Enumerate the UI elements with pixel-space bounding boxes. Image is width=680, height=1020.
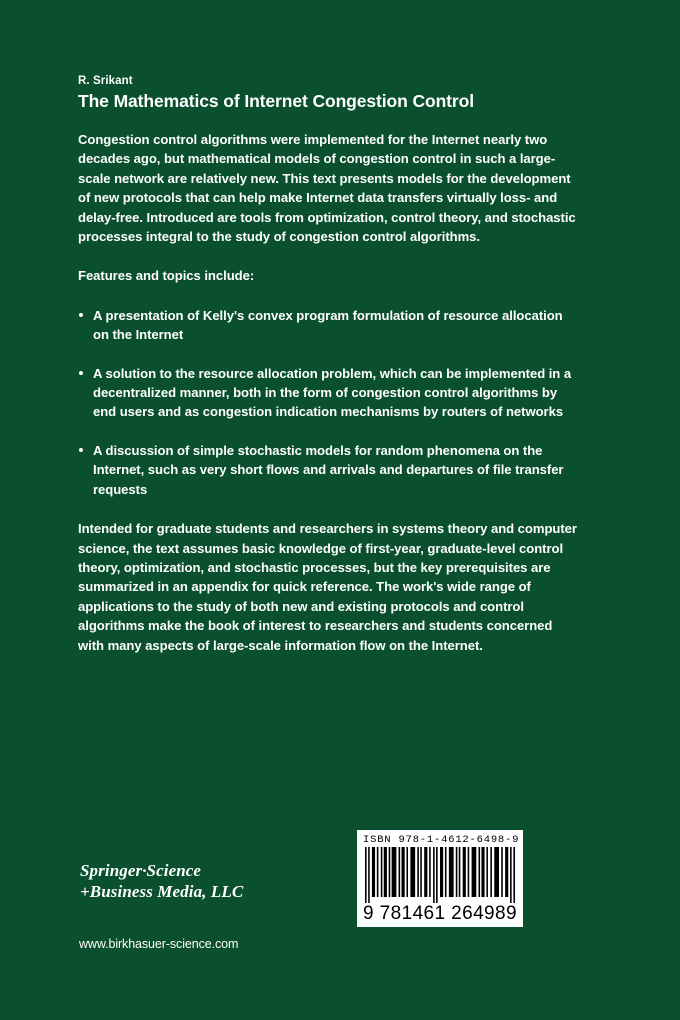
- bullet-dot-icon: [79, 371, 83, 375]
- features-heading: Features and topics include:: [78, 268, 255, 284]
- bullet-dot-icon: [79, 313, 83, 317]
- description-paragraph-2: Intended for graduate students and researchers in systems theory and computer science, the text assumes basic knowledge of first-year, graduate-level control theory, optimization, and stochastic processes, but the key prerequisites are summarized in an appendix for quick reference. The work's wide range of applications to the study of both new and existing protocols and control algorithms make the book of interest to researchers and students concerned with many aspects of large-scale information flow on the Internet.: [78, 521, 577, 653]
- publisher-logo: [80, 860, 243, 902]
- list-item-text: A discussion of simple stochastic models for random phenomena on the Internet, such as very short flows and arrivals and departures of file transfer requests: [93, 442, 564, 497]
- list-item: [78, 441, 580, 499]
- barcode-digits: 9 781461 264989: [363, 903, 517, 924]
- list-item: [78, 306, 580, 345]
- list-item: [78, 364, 580, 422]
- list-item-text: A solution to the resource allocation problem, which can be implemented in a decentralized manner, both in the form of congestion control algorithms by end users and as congestion indication mechanisms by routers of networks: [93, 365, 572, 420]
- author-name: R. Srikant: [78, 75, 133, 87]
- isbn-label: ISBN 978-1-4612-6498-9: [363, 834, 520, 846]
- publisher-website[interactable]: www.birkhasuer-science.com: [79, 937, 239, 951]
- book-title: The Mathematics of Internet Congestion Control: [78, 91, 474, 111]
- cover-text-block: [78, 74, 580, 655]
- list-item-text: A presentation of Kelly's convex program formulation of resource allocation on the Internet: [93, 307, 563, 343]
- description-paragraph-1: Congestion control algorithms were implemented for the Internet nearly two decades ago, but mathematical models of congestion control in such a large-scale network are relatively new. This text presents models for the development of new protocols that can help make Internet data transfers virtually loss- and delay-free. Introduced are tools from optimization, control theory, and stochastic processes integral to the study of congestion control algorithms.: [78, 132, 576, 245]
- features-list: [78, 306, 580, 499]
- publisher-name-line-2: +Business Media, LLC: [80, 882, 244, 901]
- publisher-name-line-1: Springer·Science: [80, 861, 202, 880]
- barcode-bars-graphic: [363, 847, 517, 904]
- bullet-dot-icon: [79, 448, 83, 452]
- isbn-barcode: [357, 830, 523, 927]
